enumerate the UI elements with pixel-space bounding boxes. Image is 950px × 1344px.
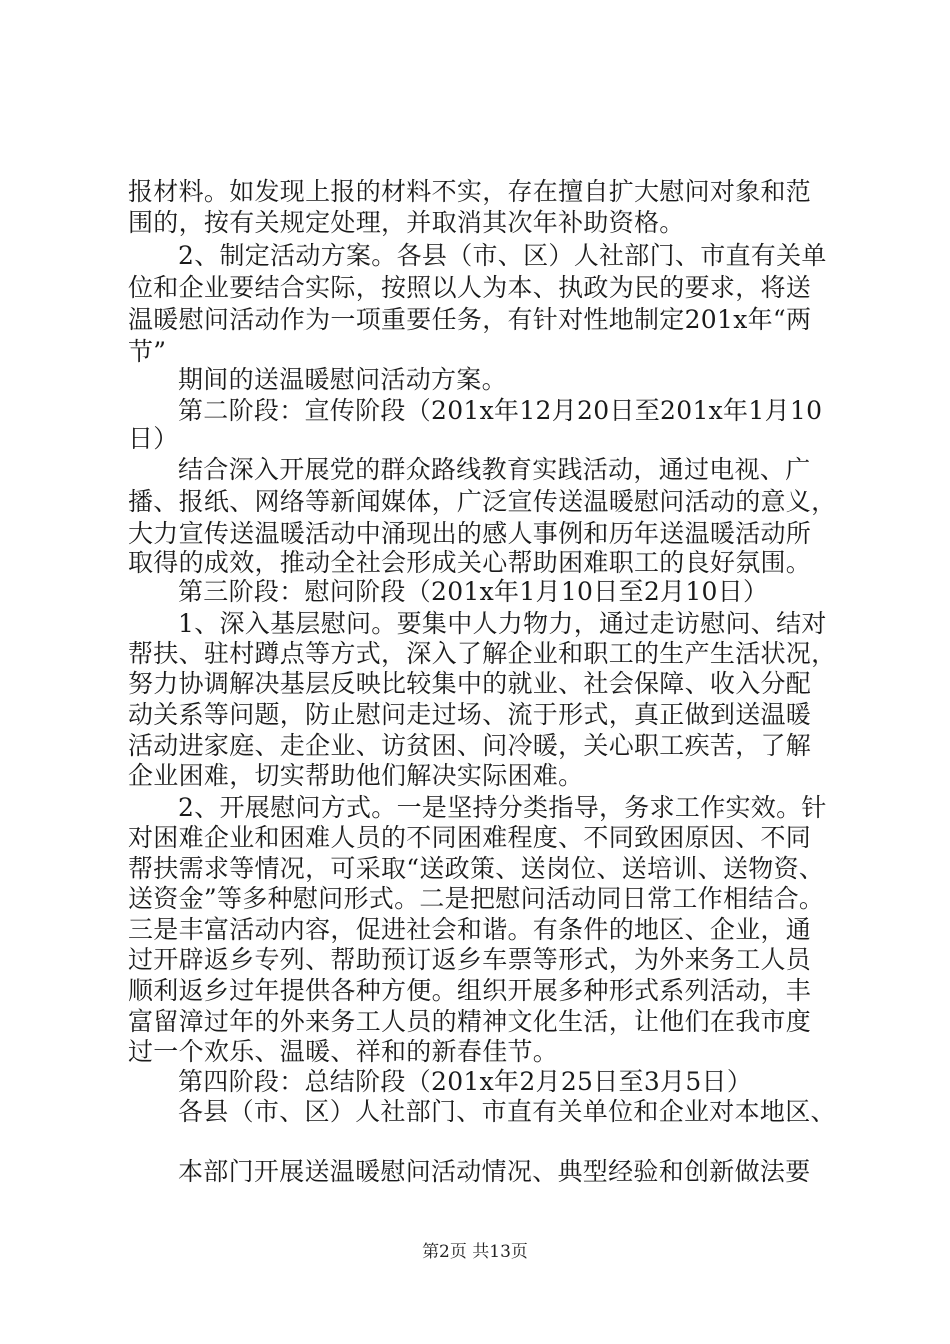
text-line: 期间的送温暖慰问活动方案。 bbox=[178, 365, 507, 394]
text-line: 温暖慰问活动作为一项重要任务，有针对性地制定201x年“两 bbox=[128, 305, 812, 334]
text-line: 报材料。如发现上报的材料不实，存在擅自扩大慰问对象和范 bbox=[128, 177, 812, 206]
text-line: 本部门开展送温暖慰问活动情况、典型经验和创新做法要 bbox=[178, 1157, 811, 1186]
text-line: 2、制定活动方案。各县（市、区）人社部门、市直有关单 bbox=[178, 241, 827, 270]
section-heading: 第三阶段：慰问阶段（201x年1月10日至2月10日） bbox=[178, 577, 769, 606]
text-line: 1、深入基层慰问。要集中人力物力，通过走访慰问、结对 bbox=[178, 609, 827, 638]
text-line: 围的，按有关规定处理，并取消其次年补助资格。 bbox=[128, 208, 685, 237]
text-line: 播、报纸、网络等新闻媒体，广泛宣传送温暖慰问活动的意义， bbox=[128, 487, 837, 516]
section-heading: 第四阶段：总结阶段（201x年2月25日至3月5日） bbox=[178, 1067, 753, 1096]
text-line: 取得的成效，推动全社会形成关心帮助困难职工的良好氛围。 bbox=[128, 548, 812, 577]
text-line: 活动进家庭、走企业、访贫困、问冷暖，关心职工疾苦，了解 bbox=[128, 731, 812, 760]
text-line: 帮扶、驻村蹲点等方式，深入了解企业和职工的生产生活状况， bbox=[128, 639, 837, 668]
text-line: 努力协调解决基层反映比较集中的就业、社会保障、收入分配 bbox=[128, 669, 812, 698]
text-line: 帮扶需求等情况，可采取“送政策、送岗位、送培训、送物资、 bbox=[128, 854, 825, 883]
page-number-footer: 第2页 共13页 bbox=[422, 1242, 528, 1262]
text-line: 位和企业要结合实际，按照以人为本、执政为民的要求，将送 bbox=[128, 273, 812, 302]
text-line: 动关系等问题，防止慰问走过场、流于形式，真正做到送温暖 bbox=[128, 700, 812, 729]
section-heading: 日） bbox=[128, 424, 179, 453]
text-line: 送资金”等多种慰问形式。二是把慰问活动同日常工作相结合。 bbox=[128, 884, 825, 913]
text-line: 节” bbox=[128, 337, 167, 366]
text-line: 对困难企业和困难人员的不同困难程度、不同致困原因、不同 bbox=[128, 823, 812, 852]
section-heading: 第二阶段：宣传阶段（201x年12月20日至201x年1月10 bbox=[178, 396, 823, 425]
text-line: 富留漳过年的外来务工人员的精神文化生活，让他们在我市度 bbox=[128, 1007, 812, 1036]
text-line: 企业困难，切实帮助他们解决实际困难。 bbox=[128, 761, 584, 790]
text-line: 各县（市、区）人社部门、市直有关单位和企业对本地区、 bbox=[178, 1097, 836, 1126]
text-line: 大力宣传送温暖活动中涌现出的感人事例和历年送温暖活动所 bbox=[128, 519, 812, 548]
text-line: 三是丰富活动内容，促进社会和谐。有条件的地区、企业，通 bbox=[128, 915, 812, 944]
text-line: 过开辟返乡专列、帮助预订返乡车票等形式，为外来务工人员 bbox=[128, 945, 812, 974]
text-line: 2、开展慰问方式。一是坚持分类指导，务求工作实效。针 bbox=[178, 793, 827, 822]
text-line: 过一个欢乐、温暖、祥和的新春佳节。 bbox=[128, 1037, 559, 1066]
text-line: 顺利返乡过年提供各种方便。组织开展多种形式系列活动，丰 bbox=[128, 976, 812, 1005]
text-line: 结合深入开展党的群众路线教育实践活动，通过电视、广 bbox=[178, 455, 811, 484]
